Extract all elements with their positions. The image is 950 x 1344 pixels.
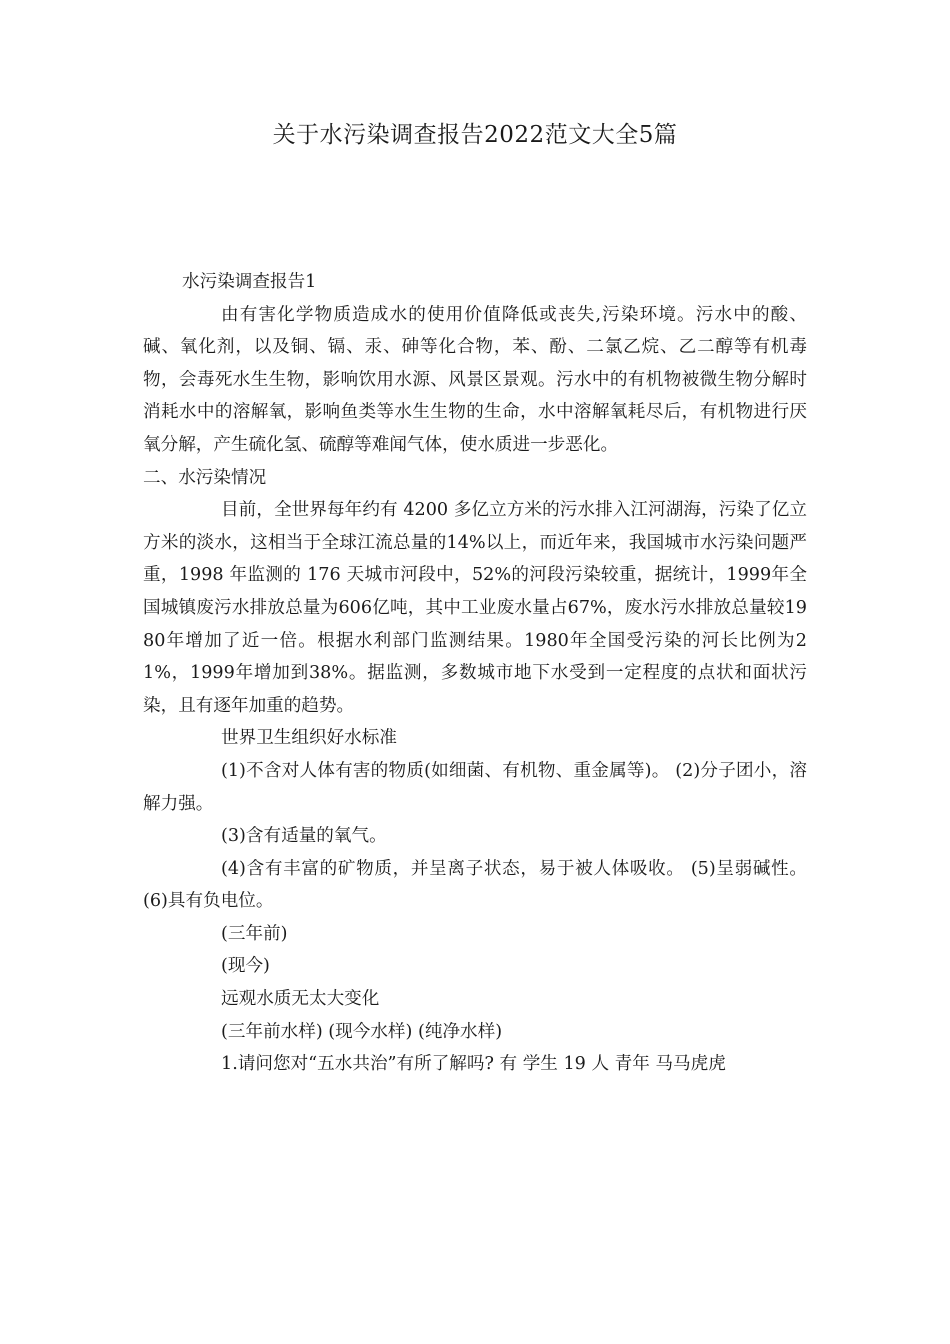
section-heading-pollution-status: 二、水污染情况 bbox=[143, 467, 267, 488]
section-heading-report-1: 水污染调查报告1 bbox=[182, 272, 317, 292]
paragraph-question-1: 1.请问您对“五水共治”有所了解吗? 有 学生 19 人 青年 马马虎虎 bbox=[221, 1054, 726, 1075]
paragraph-three-years-ago: (三年前) bbox=[221, 923, 288, 944]
document-body bbox=[143, 266, 807, 1081]
paragraph-pollution-status: 目前，全世界每年约有 4200 多亿立方米的污水排入江河湖海，污染了亿立方米的淡水，这相当于全球江流总量的14%以上，而近年来，我国城市水污染问题严重，1998 年监测的 176 天城市河段中，52%的河段污染较重，据统计，1999年全国城镇废污水排放总量为606亿吨，其中工业废水量占67%，废水污水排放总量较1980年增加了近一倍。根据水利部门监测结果。1980年全国受污染的河长比例为21%，1999年增加到38%。据监测，多数城市地下水受到一定程度的点状和面状污染，且有逐年加重的趋势。 bbox=[143, 500, 807, 716]
paragraph-standard-4-6: (4)含有丰富的矿物质，并呈离子状态，易于被人体吸收。 (5)呈弱碱性。 (6)具有负电位。 bbox=[143, 858, 807, 912]
paragraph-standard-3: (3)含有适量的氧气。 bbox=[221, 826, 387, 847]
paragraph-samples: (三年前水样) (现今水样) (纯净水样) bbox=[221, 1021, 503, 1042]
paragraph-who-standard-heading: 世界卫生组织好水标准 bbox=[221, 728, 397, 749]
paragraph-standard-1-2: (1)不含对人体有害的物质(如细菌、有机物、重金属等)。 (2)分子团小，溶解力强。 bbox=[143, 760, 807, 814]
paragraph-no-change: 远观水质无太大变化 bbox=[221, 989, 380, 1010]
paragraph-definition: 由有害化学物质造成水的使用价值降低或丧失,污染环境。污水中的酸、碱、氧化剂，以及铜、镉、汞、砷等化合物，苯、酚、二氯乙烷、乙二醇等有机毒物，会毒死水生生物，影响饮用水源、风景区景观。污水中的有机物被微生物分解时消耗水中的溶解氧，影响鱼类等水生生物的生命，水中溶解氧耗尽后，有机物进行厌氧分解，产生硫化氢、硫醇等难闻气体，使水质进一步恶化。 bbox=[143, 304, 807, 455]
paragraph-now: (现今) bbox=[221, 956, 270, 977]
document-title: 关于水污染调查报告2022范文大全5篇 bbox=[272, 122, 678, 148]
